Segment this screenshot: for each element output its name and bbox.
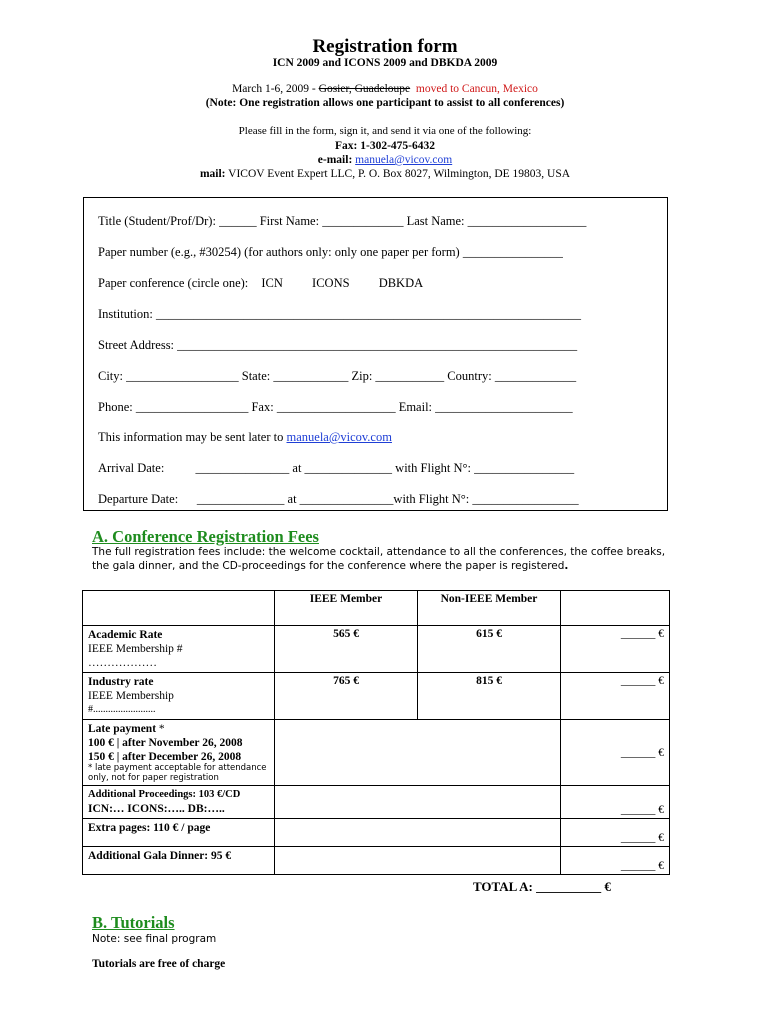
email-link[interactable]: manuela@vicov.com <box>355 154 453 166</box>
table-row <box>83 786 670 819</box>
extra-pages-merged <box>275 819 561 847</box>
late-fee-december: 150 € | after December 26, 2008 <box>88 751 242 763</box>
col-non-ieee-member: Non-IEEE Member <box>418 591 561 626</box>
extra-pages-label: Extra pages: 110 € / page <box>83 819 275 847</box>
col-ieee-member: IEEE Member <box>275 591 418 626</box>
total-a[interactable]: TOTAL A: __________ € <box>473 879 611 894</box>
tutorials-note: Note: see final program <box>92 933 217 945</box>
industry-non-ieee-price: 815 € <box>418 673 561 720</box>
conf-option-dbkda[interactable]: DBKDA <box>378 276 424 290</box>
table-header-empty <box>83 591 275 626</box>
registration-note: (Note: One registration allows one participant to assist to all conferences) <box>205 97 565 109</box>
fees-description-1: The full registration fees include: the welcome cocktail, attendance to all the conferences, the coffee breaks, <box>92 546 666 558</box>
mail-label: mail: <box>199 168 226 180</box>
departure-field[interactable]: Departure Date: ______________ at _______________with Flight N°: _________________ <box>98 492 579 506</box>
table-row <box>83 673 670 720</box>
late-payment-title <box>88 722 269 736</box>
fees-table <box>82 590 670 875</box>
event-dates: March 1-6, 2009 - <box>232 83 319 95</box>
industry-rate-title: Industry rate <box>88 676 154 688</box>
institution-field[interactable]: Institution: ____________________________________________________________________ <box>98 307 581 321</box>
table-row <box>83 720 670 786</box>
conf-option-icn[interactable]: ICN <box>261 276 283 290</box>
table-row <box>83 626 670 673</box>
date-location-line <box>0 83 770 95</box>
academic-rate-title: Academic Rate <box>88 629 163 641</box>
proceedings-merged <box>275 786 561 819</box>
conf-option-icons[interactable]: ICONS <box>312 276 350 290</box>
paper-conference-label: Paper conference (circle one): <box>98 276 249 290</box>
tutorials-free-text: Tutorials are free of charge <box>92 958 226 970</box>
table-row <box>83 847 670 875</box>
late-fine-print-1: * late payment acceptable for attendance <box>88 763 267 773</box>
proceedings-amount-field[interactable]: ______ € <box>561 786 670 819</box>
email-label: e-mail: <box>317 154 353 166</box>
proceedings-counts[interactable]: ICN:… ICONS:….. DB:….. <box>88 803 225 815</box>
mail-address: VICOV Event Expert LLC, P. O. Box 8027, Wilmington, DE 19803, USA <box>228 168 571 180</box>
email-line <box>0 154 770 166</box>
phone-fax-email-field[interactable]: Phone: __________________ Fax: ___________________ Email: ______________________ <box>98 400 573 414</box>
industry-membership-label: IEEE Membership <box>88 690 174 702</box>
mail-line <box>0 168 770 180</box>
industry-rate-cell <box>83 673 275 720</box>
late-payment-label: Late payment <box>88 723 159 735</box>
section-b-heading: B. Tutorials <box>92 913 175 932</box>
industry-amount-field[interactable]: ______ € <box>561 673 670 720</box>
old-location: Gosier, Guadeloupe <box>318 83 411 95</box>
academic-membership-label: IEEE Membership # <box>88 643 183 655</box>
extra-pages-amount-field[interactable]: ______ € <box>561 819 670 847</box>
fees-description-text: the gala dinner, and the CD-proceedings for the conference where the paper is registered <box>92 560 565 572</box>
proceedings-cell <box>83 786 275 819</box>
academic-membership-blank[interactable]: ……………… <box>88 657 157 669</box>
gala-dinner-amount-field[interactable]: ______ € <box>561 847 670 875</box>
new-location: moved to Cancun, Mexico <box>415 83 538 95</box>
gala-dinner-merged <box>275 847 561 875</box>
paper-number-field[interactable]: Paper number (e.g., #30254) (for authors only: only one paper per form) ________________ <box>98 245 563 259</box>
late-payment-cell <box>83 720 275 786</box>
table-row <box>83 819 670 847</box>
info-email-link[interactable]: manuela@vicov.com <box>286 430 392 444</box>
table-header-row <box>83 591 670 626</box>
title-name-field[interactable]: Title (Student/Prof/Dr): ______ First Name: _____________ Last Name: ___________________ <box>98 214 587 228</box>
fees-description-2 <box>92 560 568 572</box>
academic-ieee-price: 565 € <box>275 626 418 673</box>
industry-ieee-price: 765 € <box>275 673 418 720</box>
street-address-field[interactable]: Street Address: ________________________________________________________________ <box>98 338 578 352</box>
info-later-line <box>98 430 392 445</box>
paper-conference-field <box>98 276 423 291</box>
arrival-field[interactable]: Arrival Date: _______________ at ______________ with Flight N°: ________________ <box>98 461 575 475</box>
instructions: Please fill in the form, sign it, and send it via one of the following: <box>238 125 532 137</box>
gala-dinner-label: Additional Gala Dinner: 95 € <box>83 847 275 875</box>
fax-number: Fax: 1-302-475-6432 <box>335 140 435 152</box>
industry-membership-blank[interactable]: #......................... <box>88 704 156 715</box>
section-a-heading: A. Conference Registration Fees <box>92 527 319 546</box>
late-amount-field[interactable]: ______ € <box>561 720 670 786</box>
proceedings-label: Additional Proceedings: 103 €/CD <box>88 789 241 800</box>
academic-amount-field[interactable]: ______ € <box>561 626 670 673</box>
academic-non-ieee-price: 615 € <box>418 626 561 673</box>
city-state-zip-field[interactable]: City: __________________ State: ____________ Zip: ___________ Country: _____________ <box>98 369 577 383</box>
academic-rate-cell <box>83 626 275 673</box>
info-later-text: This information may be sent later to <box>98 430 287 444</box>
fees-description-period: . <box>564 560 569 572</box>
late-fine-print-2: only, not for paper registration <box>88 772 219 783</box>
conference-subtitle: ICN 2009 and ICONS 2009 and DBKDA 2009 <box>272 57 498 69</box>
late-fee-november: 100 € | after November 26, 2008 <box>88 737 243 749</box>
table-header-amount <box>561 591 670 626</box>
page-title: Registration form <box>312 36 458 57</box>
late-payment-merged <box>275 720 561 786</box>
late-payment-star: * <box>158 723 165 735</box>
